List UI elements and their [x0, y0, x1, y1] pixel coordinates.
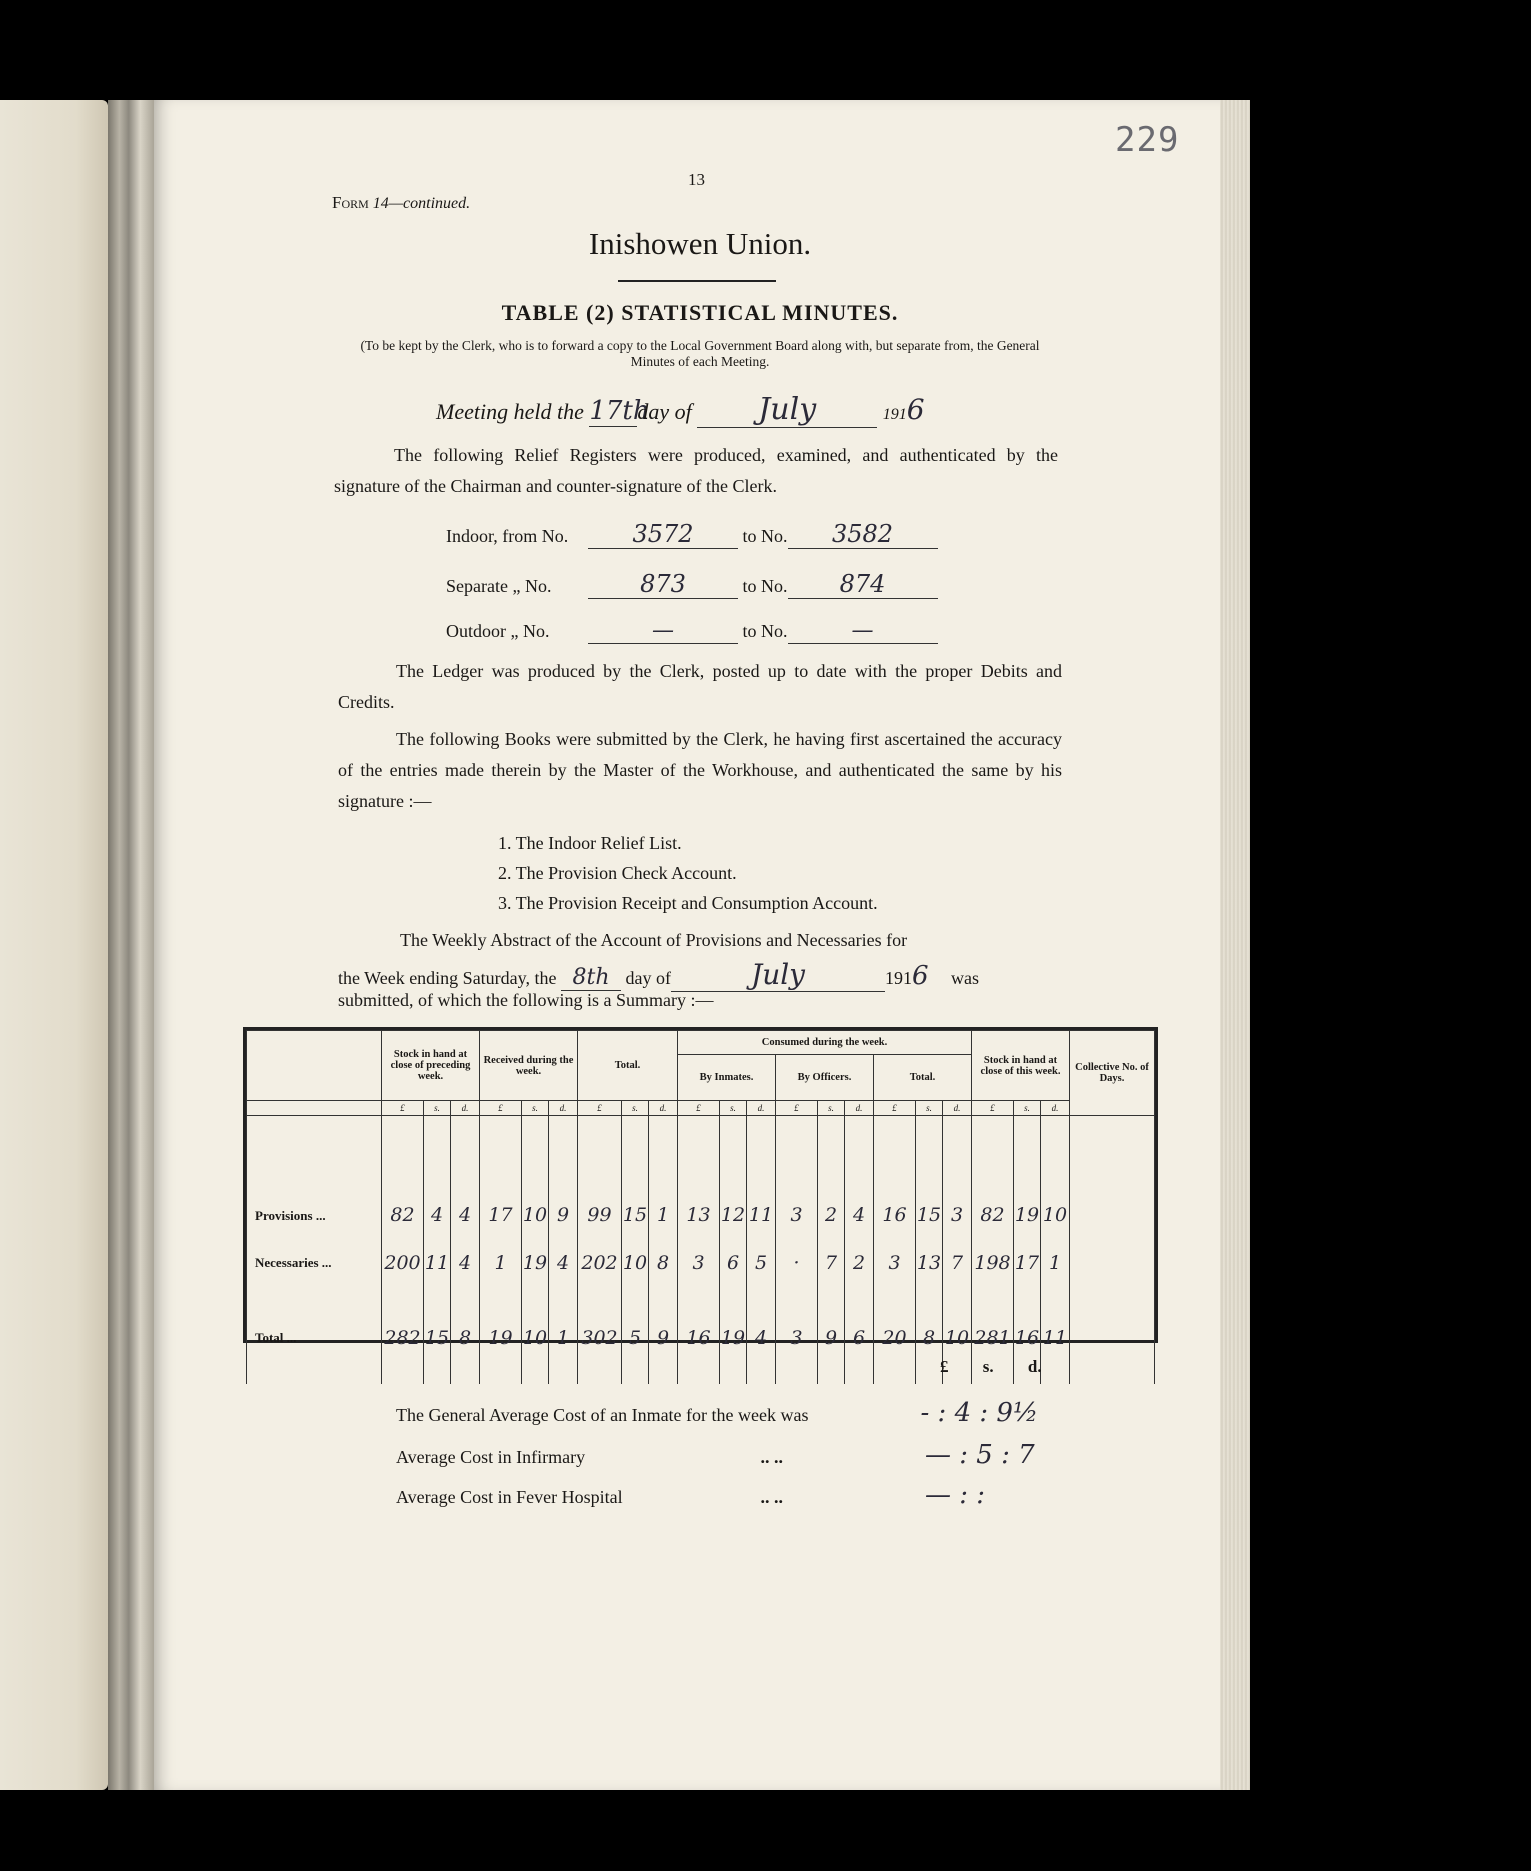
header-consumed-total: Total.: [874, 1055, 972, 1101]
union-title: Inishowen Union.: [588, 226, 812, 261]
book-item: 3. The Provision Receipt and Consumption Account.: [498, 893, 878, 913]
unit-shilling: s.: [818, 1101, 845, 1116]
unit-pound: £: [776, 1101, 818, 1116]
table-cell: 5: [747, 1234, 776, 1292]
unit-pence: d.: [943, 1101, 972, 1116]
register-to: 3582: [788, 520, 938, 549]
table-cell: 282: [382, 1292, 424, 1384]
header-blank: [247, 1031, 382, 1101]
meeting-line: [436, 392, 925, 428]
unit-pound: £: [578, 1101, 622, 1116]
meeting-day: 17th: [589, 396, 650, 426]
register-to: —: [788, 618, 938, 644]
title-rule: [618, 280, 776, 282]
table-cell: 4: [747, 1292, 776, 1384]
table-cell: 16: [678, 1292, 720, 1384]
table-cell: 11: [1041, 1292, 1070, 1384]
register-label: Indoor, from No.: [446, 526, 569, 546]
table-cell: 15: [622, 1116, 649, 1234]
table-cell: 1: [1041, 1234, 1070, 1292]
meeting-month: July: [697, 392, 877, 428]
average-label: Average Cost in Fever Hospital: [396, 1487, 623, 1507]
table-cell: 19: [1014, 1116, 1041, 1234]
average-row-fever: [396, 1480, 985, 1510]
table-cell: 4: [549, 1234, 578, 1292]
abstract-line-3: submitted, of which the following is a Summary :—: [338, 990, 714, 1010]
table-cell: 1: [480, 1234, 522, 1292]
meeting-prefix: Meeting held the: [436, 399, 584, 424]
registers-intro: The following Relief Registers were produced, examined, and authenticated by the signature of the Chairman and counter-signature of the Clerk.: [334, 445, 1058, 496]
register-row-indoor: [446, 520, 938, 549]
abstract-year-digit: 6: [911, 961, 929, 991]
abstract-day: 8th: [561, 965, 621, 991]
header-stock-this: Stock in hand at close of this week.: [972, 1031, 1070, 1101]
meeting-year-prefix: 191: [882, 406, 907, 423]
form-label: [332, 193, 470, 213]
collective-days-cell: [1070, 1292, 1155, 1384]
average-label: Average Cost in Infirmary: [396, 1447, 586, 1467]
header-collective-days: Collective No. of Days.: [1070, 1031, 1155, 1116]
table-cell: 4: [451, 1116, 480, 1234]
abstract-year-prefix: 191: [884, 968, 912, 988]
average-label: The General Average Cost of an Inmate for the week was: [396, 1405, 809, 1425]
unit-shilling: s.: [522, 1101, 549, 1116]
table-cell: 12: [720, 1116, 747, 1234]
table-cell: 3: [776, 1116, 818, 1234]
header-by-officers: By Officers.: [776, 1055, 874, 1101]
table-cell: 198: [972, 1234, 1014, 1292]
unit-pound: £: [874, 1101, 916, 1116]
ledger-text: The Ledger was produced by the Clerk, posted up to date with the proper Debits and Credits.: [338, 661, 1062, 712]
table-cell: 3: [874, 1234, 916, 1292]
abstract-prefix: the Week ending Saturday, the: [338, 968, 557, 988]
unit-pence: d.: [845, 1101, 874, 1116]
table-cell: 3: [943, 1116, 972, 1234]
meeting-year-digit: 6: [906, 393, 925, 426]
register-to-label: to No.: [742, 526, 788, 546]
register-row-separate: [446, 570, 938, 599]
table-cell: 13: [916, 1234, 943, 1292]
meeting-day-word: day of: [637, 399, 692, 424]
table-cell: 302: [578, 1292, 622, 1384]
table-cell: 2: [818, 1116, 845, 1234]
unit-shilling: s.: [916, 1101, 943, 1116]
table-cell: 10: [522, 1116, 549, 1234]
register-to-label: to No.: [742, 621, 788, 641]
table-cell: 6: [720, 1234, 747, 1292]
table-cell: 2: [845, 1234, 874, 1292]
table-cell: 15: [424, 1292, 451, 1384]
table-cell: 20: [874, 1292, 916, 1384]
table-cell: 281: [972, 1292, 1014, 1384]
table-cell: 13: [678, 1116, 720, 1234]
unit-shilling: s.: [622, 1101, 649, 1116]
table-cell: 99: [578, 1116, 622, 1234]
row-label: [247, 1292, 382, 1384]
register-to-label: to No.: [742, 576, 788, 596]
abstract-line-2: [338, 958, 979, 992]
summary-table-wrapper: [243, 1027, 1158, 1349]
row-label: [247, 1234, 382, 1292]
left-page: [0, 100, 108, 1790]
book-list: [498, 828, 878, 918]
register-label: Separate „ No.: [446, 576, 552, 596]
table-cell: 3: [678, 1234, 720, 1292]
table-cell: 16: [874, 1116, 916, 1234]
table-cell: 5: [622, 1292, 649, 1384]
table-cell: 4: [424, 1116, 451, 1234]
register-from: —: [588, 618, 738, 644]
table-cell: 9: [549, 1116, 578, 1234]
table-cell: 19: [522, 1234, 549, 1292]
unit-shilling: s.: [424, 1101, 451, 1116]
table-title: TABLE (2) STATISTICAL MINUTES.: [501, 300, 899, 325]
table-cell: 17: [480, 1116, 522, 1234]
register-label: Outdoor „ No.: [446, 621, 550, 641]
book-spine: [108, 100, 154, 1790]
table-cell: 16: [1014, 1292, 1041, 1384]
unit-pence: d.: [649, 1101, 678, 1116]
clerk-note: (To be kept by the Clerk, who is to forward a copy to the Local Government Board along with, but separate from, the General Minutes of each Meeting.: [360, 338, 1040, 369]
average-dots: .. ..: [760, 1487, 783, 1507]
header-total: Total.: [578, 1031, 678, 1101]
row-label-leader: ...: [318, 1254, 332, 1270]
unit-pound: £: [382, 1101, 424, 1116]
average-currency-header: £ s. d.: [940, 1357, 1042, 1376]
table-cell: 11: [424, 1234, 451, 1292]
abstract-day-word: day of: [625, 968, 671, 988]
table-cell: 7: [943, 1234, 972, 1292]
unit-pence: d.: [451, 1101, 480, 1116]
average-value: — : 5 : 7: [925, 1440, 1035, 1470]
row-label-text: Total: [255, 1329, 284, 1345]
average-row-inmate: [396, 1398, 1038, 1428]
row-label: [247, 1116, 382, 1234]
table-cell: 1: [549, 1292, 578, 1384]
stamp-page-number: 229: [1115, 120, 1180, 160]
table-cell: 17: [1014, 1234, 1041, 1292]
page-edge: [1220, 100, 1250, 1790]
register-row-outdoor: [446, 618, 938, 644]
form-label-prefix: Form: [332, 193, 369, 212]
header-stock-prev: Stock in hand at close of preceding week.: [382, 1031, 480, 1101]
book-item: 1. The Indoor Relief List.: [498, 833, 682, 853]
unit-pence: d.: [747, 1101, 776, 1116]
table-cell: 7: [818, 1234, 845, 1292]
table-cell: 9: [649, 1292, 678, 1384]
abstract-line-1: The Weekly Abstract of the Account of Provisions and Necessaries for: [400, 930, 908, 950]
table-cell: 19: [720, 1292, 747, 1384]
unit-shilling: s.: [720, 1101, 747, 1116]
table-cell: 8: [451, 1292, 480, 1384]
table-cell: 4: [845, 1116, 874, 1234]
table-cell: 19: [480, 1292, 522, 1384]
header-by-inmates: By Inmates.: [678, 1055, 776, 1101]
table-cell: 1: [649, 1116, 678, 1234]
table-cell: 9: [818, 1292, 845, 1384]
table-cell: 6: [845, 1292, 874, 1384]
table-cell: 82: [382, 1116, 424, 1234]
table-cell: 15: [916, 1116, 943, 1234]
row-label-text: Necessaries: [255, 1254, 319, 1270]
table-cell: 11: [747, 1116, 776, 1234]
table-cell: 8: [649, 1234, 678, 1292]
abstract-was: was: [951, 968, 980, 988]
register-to: 874: [788, 570, 938, 599]
books-intro: The following Books were submitted by the Clerk, he having first ascertained the accuracy of the entries made therein by the Master of the Workhouse, and authenticated the same by his signature :—: [338, 729, 1062, 811]
collective-days-cell: [1070, 1116, 1155, 1234]
unit-pound: £: [972, 1101, 1014, 1116]
average-row-infirmary: [396, 1440, 1035, 1470]
row-label-text: Provisions: [255, 1207, 313, 1223]
table-cell: 202: [578, 1234, 622, 1292]
table-cell: 10: [622, 1234, 649, 1292]
average-value: — : :: [925, 1480, 986, 1510]
register-from: 3572: [588, 520, 738, 549]
form-label-rest: 14—continued.: [372, 195, 471, 212]
header-consumed: Consumed during the week.: [678, 1031, 972, 1055]
table-row: [247, 1234, 1155, 1292]
unit-shilling: s.: [1014, 1101, 1041, 1116]
table-row: [247, 1116, 1155, 1234]
table-cell: 8: [916, 1292, 943, 1384]
average-value: - : 4 : 9½: [920, 1398, 1039, 1428]
collective-days-cell: [1070, 1234, 1155, 1292]
units-row: [247, 1101, 1155, 1116]
unit-blank: [247, 1101, 382, 1116]
abstract-month: July: [671, 958, 885, 992]
register-from: 873: [588, 570, 738, 599]
table-cell: 3: [776, 1292, 818, 1384]
row-label-leader: ...: [312, 1207, 326, 1223]
summary-table: [246, 1030, 1155, 1384]
table-cell: 10: [522, 1292, 549, 1384]
table-cell: 82: [972, 1116, 1014, 1234]
unit-pound: £: [480, 1101, 522, 1116]
table-cell: 10: [1041, 1116, 1070, 1234]
table-body: [247, 1116, 1155, 1384]
table-cell: 200: [382, 1234, 424, 1292]
book-item: 2. The Provision Check Account.: [498, 863, 737, 883]
row-label-leader: ...: [283, 1329, 297, 1345]
table-cell: 4: [451, 1234, 480, 1292]
page-number: 13: [688, 170, 705, 189]
table-cell: 10: [943, 1292, 972, 1384]
average-dots: .. ..: [760, 1447, 783, 1467]
header-received: Received during the week.: [480, 1031, 578, 1101]
unit-pound: £: [678, 1101, 720, 1116]
unit-pence: d.: [549, 1101, 578, 1116]
unit-pence: d.: [1041, 1101, 1070, 1116]
table-cell: ·: [776, 1234, 818, 1292]
